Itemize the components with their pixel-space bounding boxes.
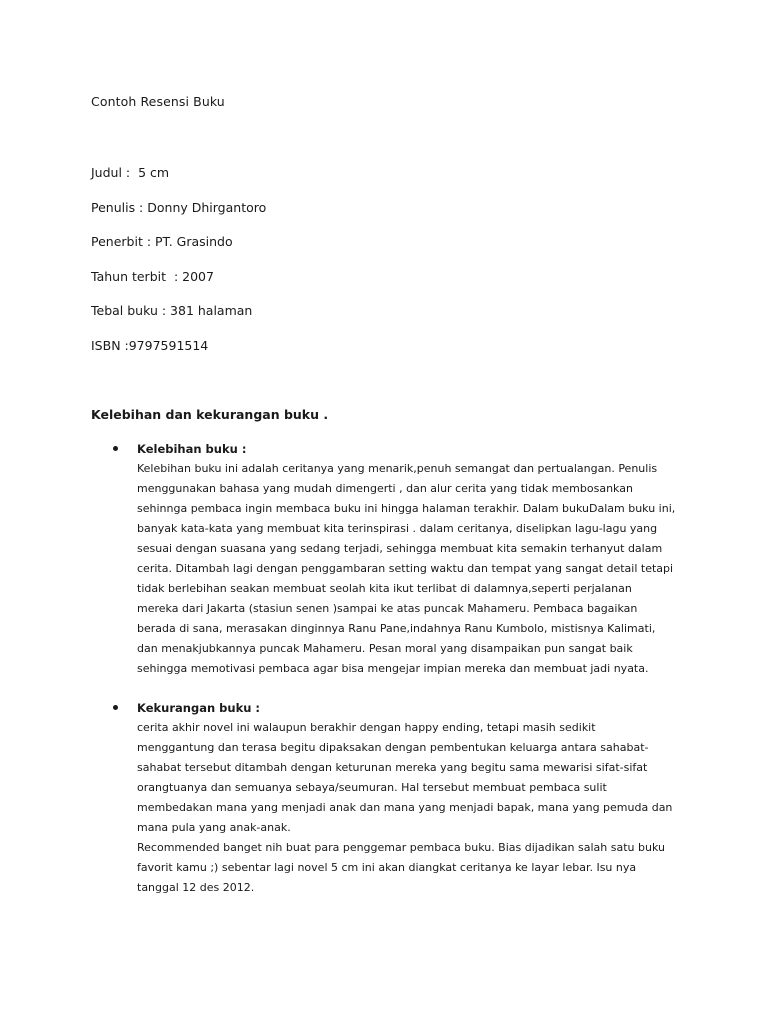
paragraph-line: sesuai dengan suasana yang sedang terjadi, sehingga membuat kita semakin terhanyut dalam xyxy=(137,542,663,555)
paragraph-line: dan menakjubkannya puncak Mahameru. Pesan moral yang disampaikan pun sangat baik xyxy=(137,642,633,655)
paragraph-line: berada di sana, merasakan dinginnya Ranu Pane,indahnya Ranu Kumbolo, mistisnya Kalimati, xyxy=(137,622,656,635)
meta-pages: Tebal buku : 381 halaman xyxy=(91,303,253,319)
paragraph-line: banyak kata-kata yang membuat kita terinspirasi . dalam ceritanya, diselipkan lagu-lagu yang xyxy=(137,522,658,535)
paragraph-line: menggunakan bahasa yang mudah dimengerti , dan alur cerita yang tidak membosankan xyxy=(137,482,633,495)
paragraph-line: cerita. Ditambah lagi dengan penggambaran setting waktu dan tempat yang sangat detail tetapi xyxy=(137,562,674,575)
bullet-dot-icon xyxy=(113,705,118,710)
section-heading: Kelebihan dan kekurangan buku . xyxy=(91,407,329,422)
bullet-body xyxy=(137,459,691,679)
paragraph-line: mana pula yang anak-anak. xyxy=(137,821,291,834)
review-bullet-list xyxy=(91,439,691,917)
meta-title: Judul : 5 cm xyxy=(91,165,170,180)
bullet-dot-icon xyxy=(113,446,118,451)
paragraph-line: Kelebihan buku ini adalah ceritanya yang menarik,penuh semangat dan pertualangan. Penulis xyxy=(137,462,658,475)
meta-year: Tahun terbit : 2007 xyxy=(91,268,214,284)
paragraph-line: sehinnga pembaca ingin membaca buku ini hingga halaman terakhir. Dalam bukuDalam buku ini, xyxy=(137,502,676,515)
paragraph-line: sehingga memotivasi pembaca agar bisa mengejar impian mereka dan membuat jadi nyata. xyxy=(137,662,649,675)
paragraph-line: mereka dari Jakarta (stasiun senen )sampai ke atas puncak Mahameru. Pembaca bagaikan xyxy=(137,602,638,615)
paragraph-line: tidak berlebihan seakan membuat seolah kita ikut terlibat di dalamnya,seperti perjalanan xyxy=(137,582,632,595)
paragraph-line: Recommended banget nih buat para penggemar pembaca buku. Bias dijadikan salah satu buku xyxy=(137,841,665,854)
book-metadata-list xyxy=(91,164,266,372)
bullet-body xyxy=(137,718,691,898)
meta-isbn: ISBN :9797591514 xyxy=(91,337,209,353)
bullet-title: Kekurangan buku : xyxy=(137,701,261,715)
bullet-strengths xyxy=(91,439,691,679)
paragraph-line: cerita akhir novel ini walaupun berakhir dengan happy ending, tetapi masih sedikit xyxy=(137,721,596,734)
meta-author: Penulis : Donny Dhirgantoro xyxy=(91,199,267,215)
bullet-title: Kelebihan buku : xyxy=(137,442,247,456)
paragraph-line: menggantung dan terasa begitu dipaksakan dengan pembentukan keluarga antara sahabat- xyxy=(137,741,649,754)
document-title: Contoh Resensi Buku xyxy=(91,94,225,109)
bullet-weaknesses xyxy=(91,698,691,898)
paragraph-line: orangtuanya dan semuanya sebaya/seumuran. Hal tersebut membuat pembaca sulit xyxy=(137,781,607,794)
paragraph-line: sahabat tersebut ditambah dengan keturunan mereka yang begitu sama mewarisi sifat-sifat xyxy=(137,761,648,774)
meta-publisher: Penerbit : PT. Grasindo xyxy=(91,234,233,250)
paragraph-line: favorit kamu ;) sebentar lagi novel 5 cm ini akan diangkat ceritanya ke layar lebar. Isu nya xyxy=(137,861,637,874)
paragraph-line: tanggal 12 des 2012. xyxy=(137,881,255,894)
paragraph-line: membedakan mana yang menjadi anak dan mana yang menjadi bapak, mana yang pemuda dan xyxy=(137,801,673,814)
